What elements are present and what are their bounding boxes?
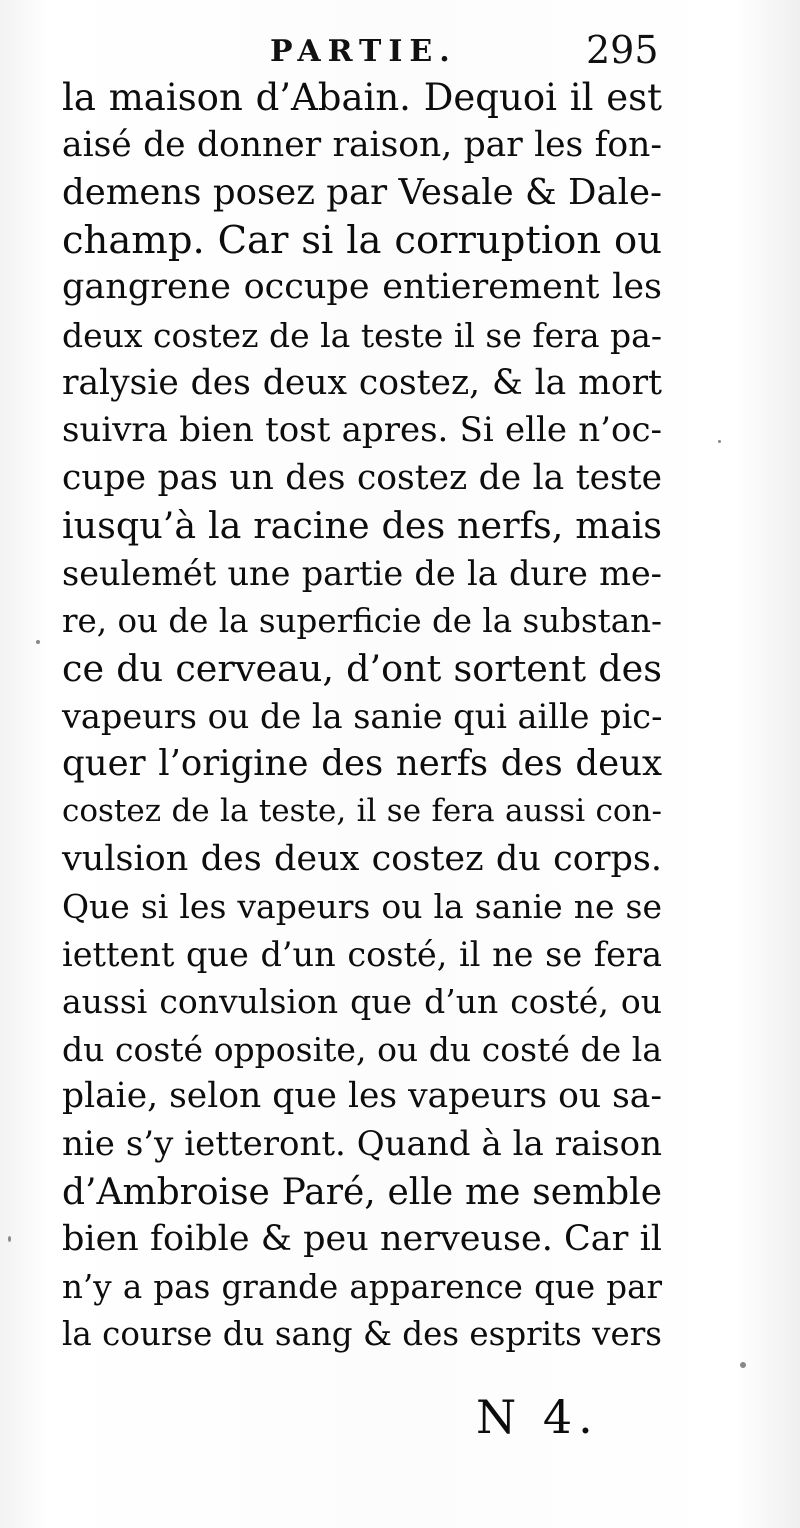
- text-line: ce du cerveau, d’ont sortent des: [62, 647, 662, 691]
- text-line: costez de la teste, il se fera aussi con-: [62, 792, 662, 829]
- text-line: iettent que d’un costé, il ne se fera: [62, 934, 662, 974]
- text-line: demens posez par Vesale & Dale-: [62, 172, 662, 214]
- text-line: n’y a pas grande apparence que par: [62, 1267, 662, 1306]
- text-line: bien foible & peu nerveuse. Car il: [62, 1219, 662, 1260]
- text-line: cupe pas un des costez de la teste: [62, 457, 662, 498]
- text-line: vulsion des deux costez du corps.: [62, 838, 662, 879]
- ink-speck: [718, 440, 721, 443]
- text-line: nie s’y ietteront. Quand à la raison: [62, 1124, 662, 1165]
- body-text: [62, 74, 662, 1359]
- text-line: du costé opposite, ou du costé de la: [62, 1029, 662, 1069]
- text-line: champ. Car si la corruption ou: [62, 217, 662, 263]
- ink-speck: [8, 1236, 11, 1242]
- text-line: re, ou de la superficie de la substan-: [62, 601, 662, 640]
- text-line: ralysie des deux costez, & la mort: [62, 362, 662, 403]
- ink-speck: [740, 1362, 746, 1368]
- ink-speck: [36, 640, 40, 644]
- running-head: PARTIE.: [270, 34, 457, 69]
- text-line: la maison d’Abain. Dequoi il est: [62, 76, 662, 119]
- text-line: plaie, selon que les vapeurs ou sa-: [62, 1076, 662, 1117]
- text-line: seulemét une partie de la dure me-: [62, 553, 662, 593]
- text-line: deux costez de la teste il se fera pa-: [62, 315, 663, 355]
- text-line: suivra bien tost apres. Si elle n’oc-: [62, 410, 662, 451]
- page-number: 295: [586, 28, 659, 72]
- text-line: quer l’origine des nerfs des deux: [62, 743, 662, 785]
- text-line: la course du sang & des esprits vers: [62, 1315, 662, 1354]
- text-line: aisé de donner raison, par les fon-: [62, 124, 662, 165]
- text-line: Que si les vapeurs ou la sanie ne se: [62, 887, 662, 927]
- page-header: [0, 26, 800, 76]
- text-line: aussi convulsion que d’un costé, ou: [62, 982, 662, 1022]
- text-line: d’Ambroise Paré, elle me semble: [62, 1171, 662, 1213]
- text-line: gangrene occupe entierement les: [62, 267, 662, 308]
- text-line: iusqu’à la racine des nerfs, mais: [62, 504, 662, 548]
- signature-mark: N 4.: [476, 1390, 599, 1444]
- text-line: vapeurs ou de la sanie qui aille pic-: [62, 696, 663, 736]
